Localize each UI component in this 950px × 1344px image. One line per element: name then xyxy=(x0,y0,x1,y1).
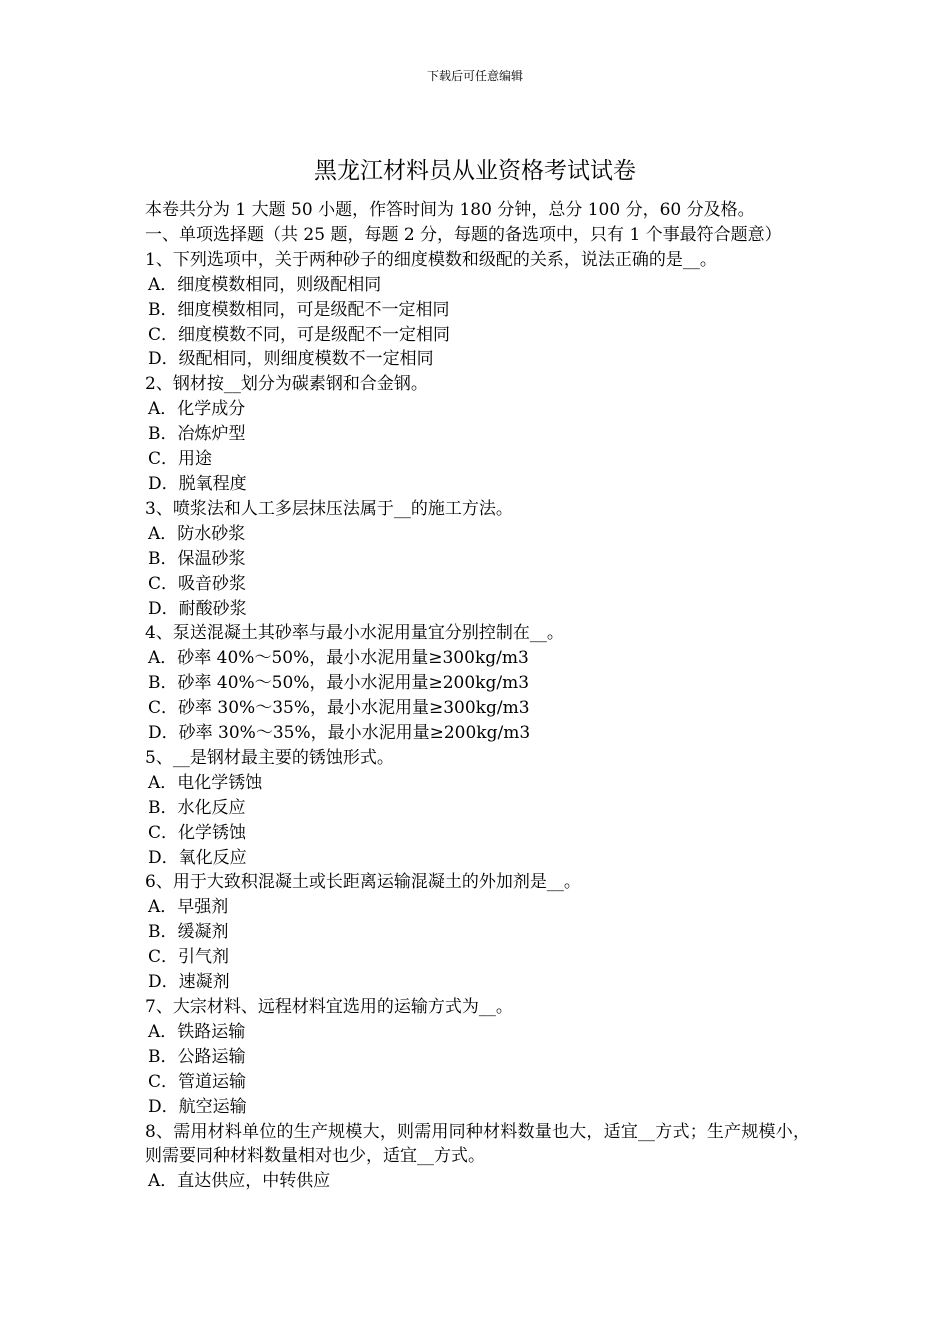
option-c: C．细度模数不同，可是级配不一定相同 xyxy=(148,324,451,345)
option-b: B．砂率 40%～50%，最小水泥用量≥200kg/m3 xyxy=(148,673,530,694)
option-d: D．砂率 30%～35%，最小水泥用量≥200kg/m3 xyxy=(148,723,531,744)
option-d: D．脱氧程度 xyxy=(148,473,247,494)
option-a: A．砂率 40%～50%，最小水泥用量≥300kg/m3 xyxy=(148,648,529,669)
option-d: D．耐酸砂浆 xyxy=(148,598,247,619)
option-a: A．化学成分 xyxy=(148,399,246,420)
option-c: C．砂率 30%～35%，最小水泥用量≥300kg/m3 xyxy=(148,698,530,719)
question-4 xyxy=(145,621,810,746)
option-a: A．细度模数相同，则级配相同 xyxy=(148,274,382,295)
option-c: C．引气剂 xyxy=(148,947,230,968)
option-a: A．铁路运输 xyxy=(148,1021,246,1042)
header-note: 下载后可任意编辑 xyxy=(426,69,523,83)
option-d: D．级配相同，则细度模数不一定相同 xyxy=(148,349,434,370)
question-5 xyxy=(145,746,810,871)
question-stem: 4、泵送混凝土其砂率与最小水泥用量宜分别控制在__。 xyxy=(145,623,564,644)
question-stem: 2、钢材按__划分为碳素钢和合金钢。 xyxy=(145,374,428,395)
option-b: B．公路运输 xyxy=(148,1046,246,1067)
option-b: B．冶炼炉型 xyxy=(148,424,246,445)
question-stem: 3、喷浆法和人工多层抹压法属于__的施工方法。 xyxy=(145,498,513,519)
page-title: 黑龙江材料员从业资格考试试卷 xyxy=(314,158,636,184)
option-c: C．管道运输 xyxy=(148,1071,247,1092)
document-body xyxy=(145,198,810,1194)
option-c: C．化学锈蚀 xyxy=(148,822,247,843)
question-stem: 5、__是钢材最主要的锈蚀形式。 xyxy=(145,747,394,768)
question-stem: 6、用于大致积混凝土或长距离运输混凝土的外加剂是__。 xyxy=(145,872,581,893)
exam-intro: 本卷共分为 1 大题 50 小题，作答时间为 180 分钟，总分 100 分，60 分及格。 xyxy=(145,200,755,220)
option-a: A．防水砂浆 xyxy=(148,523,246,544)
option-a: A．电化学锈蚀 xyxy=(148,772,263,793)
question-1 xyxy=(145,248,810,373)
question-8 xyxy=(145,1120,810,1195)
question-stem: 7、大宗材料、远程材料宜选用的运输方式为__。 xyxy=(145,997,513,1017)
option-b: B．缓凝剂 xyxy=(148,922,229,943)
question-6 xyxy=(145,870,810,995)
option-b: B．保温砂浆 xyxy=(148,548,246,569)
option-a: A．直达供应，中转供应 xyxy=(148,1171,331,1192)
question-stem: 8、需用材料单位的生产规模大，则需用同种材料数量也大，适宜__方式；生产规模小，则需要同种材料数量相对也少，适宜__方式。 xyxy=(145,1121,810,1167)
option-d: D．航空运输 xyxy=(148,1096,247,1117)
option-d: D．速凝剂 xyxy=(148,972,230,993)
question-stem: 1、下列选项中，关于两种砂子的细度模数和级配的关系，说法正确的是__。 xyxy=(145,249,717,270)
option-c: C．吸音砂浆 xyxy=(148,573,247,594)
option-b: B．细度模数相同，可是级配不一定相同 xyxy=(148,299,450,320)
option-b: B．水化反应 xyxy=(148,797,246,818)
question-2 xyxy=(145,372,810,497)
section-heading: 一、单项选择题（共 25 题，每题 2 分，每题的备选项中，只有 1 个事最符合题意） xyxy=(145,224,782,245)
option-c: C．用途 xyxy=(148,449,213,470)
option-a: A．早强剂 xyxy=(148,897,229,918)
question-3 xyxy=(145,497,810,622)
question-7 xyxy=(145,995,810,1120)
option-d: D．氧化反应 xyxy=(148,847,247,868)
